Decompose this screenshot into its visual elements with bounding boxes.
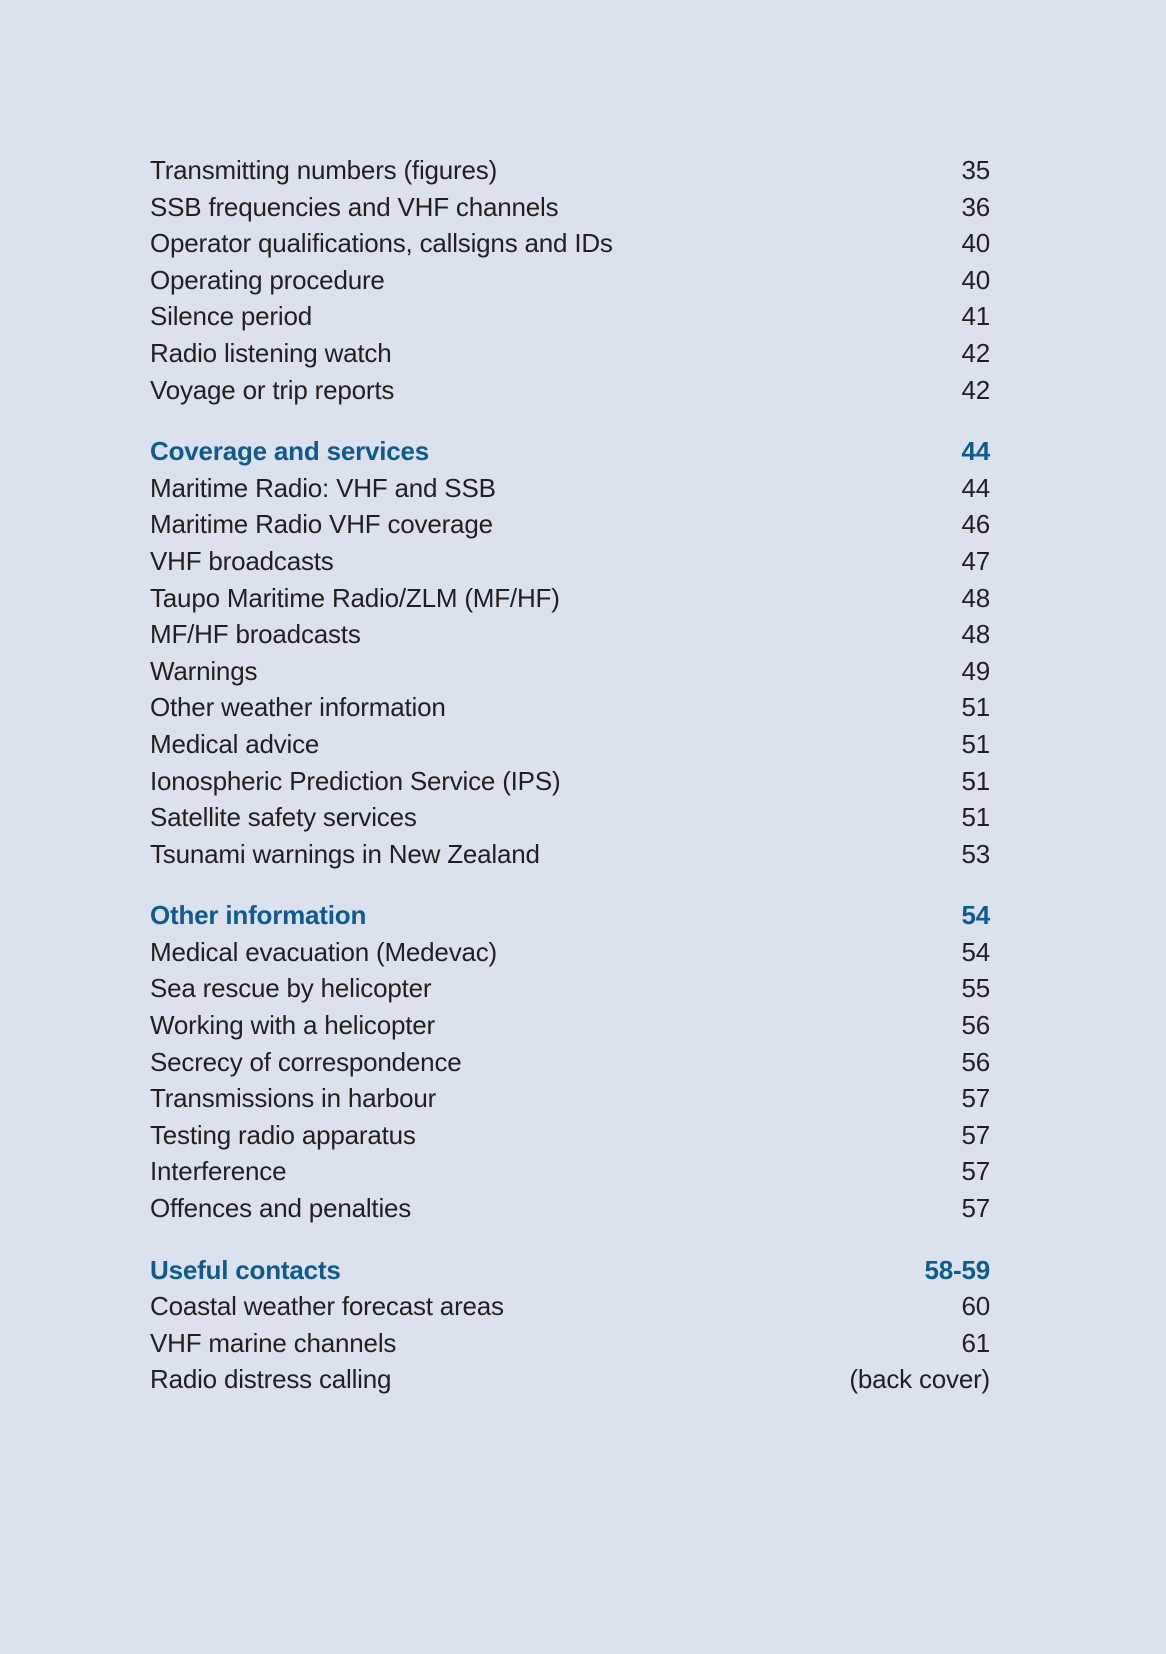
toc-item bbox=[150, 335, 990, 372]
toc-item-page: 51 bbox=[961, 692, 990, 723]
toc-item-label: Satellite safety services bbox=[150, 802, 417, 833]
toc-item-label: Radio listening watch bbox=[150, 337, 392, 368]
toc-item bbox=[150, 470, 990, 507]
toc-item-page: 56 bbox=[961, 1046, 990, 1077]
toc-item bbox=[150, 262, 990, 299]
toc-item-label: Interference bbox=[150, 1156, 287, 1187]
toc-section-page: 58-59 bbox=[924, 1254, 990, 1285]
toc-item bbox=[150, 616, 990, 653]
toc-item-page: 51 bbox=[961, 728, 990, 759]
toc-item-label: Coastal weather forecast areas bbox=[150, 1291, 504, 1322]
toc-item-page: 57 bbox=[961, 1083, 990, 1114]
toc-item bbox=[150, 506, 990, 543]
toc-item bbox=[150, 372, 990, 409]
toc-item bbox=[150, 1325, 990, 1362]
toc-item-page: 40 bbox=[961, 228, 990, 259]
toc-item-label: Maritime Radio: VHF and SSB bbox=[150, 472, 496, 503]
toc-item-label: Sea rescue by helicopter bbox=[150, 973, 432, 1004]
toc-item-page: 56 bbox=[961, 1010, 990, 1041]
toc-item bbox=[150, 189, 990, 226]
toc-item-label: Silence period bbox=[150, 301, 312, 332]
toc-item bbox=[150, 225, 990, 262]
toc-item-label: Working with a helicopter bbox=[150, 1010, 435, 1041]
toc-item-label: Maritime Radio VHF coverage bbox=[150, 509, 493, 540]
toc-item-page: 42 bbox=[961, 374, 990, 405]
toc-item bbox=[150, 1288, 990, 1325]
toc-item bbox=[150, 1190, 990, 1227]
toc-item-label: Transmitting numbers (figures) bbox=[150, 155, 498, 185]
toc-section-header bbox=[150, 1252, 990, 1289]
toc-item-page: (back cover) bbox=[849, 1364, 990, 1395]
toc-item bbox=[150, 836, 990, 873]
toc-item-page: 49 bbox=[961, 655, 990, 686]
toc-item-label: Radio distress calling bbox=[150, 1364, 392, 1395]
toc-item-page: 60 bbox=[961, 1291, 990, 1322]
toc-item bbox=[150, 689, 990, 726]
toc-item bbox=[150, 1080, 990, 1117]
toc-item-page: 48 bbox=[961, 582, 990, 613]
toc-section-page: 54 bbox=[961, 900, 990, 931]
toc-item-label: Transmissions in harbour bbox=[150, 1083, 437, 1114]
toc-section-page: 44 bbox=[961, 436, 990, 467]
toc-item-page: 57 bbox=[961, 1119, 990, 1150]
toc-item bbox=[150, 970, 990, 1007]
toc-item-label: Operating procedure bbox=[150, 264, 385, 295]
toc-item bbox=[150, 799, 990, 836]
toc-item bbox=[150, 1117, 990, 1154]
table-of-contents bbox=[150, 152, 990, 1398]
toc-item-page: 47 bbox=[961, 545, 990, 576]
toc-item-page: 36 bbox=[961, 191, 990, 222]
toc-item-page: 57 bbox=[961, 1156, 990, 1187]
toc-item bbox=[150, 298, 990, 335]
toc-item-label: SSB frequencies and VHF channels bbox=[150, 191, 559, 222]
toc-item-page: 53 bbox=[961, 838, 990, 869]
toc-item-label: Voyage or trip reports bbox=[150, 374, 395, 405]
toc-item-page: 55 bbox=[961, 973, 990, 1004]
toc-item-label: Testing radio apparatus bbox=[150, 1119, 416, 1150]
toc-item bbox=[150, 152, 990, 189]
toc-item-label: Medical evacuation (Medevac) bbox=[150, 936, 498, 967]
toc-item-page: 40 bbox=[961, 264, 990, 295]
toc-item-label: Taupo Maritime Radio/ZLM (MF/HF) bbox=[150, 582, 560, 613]
toc-item-label: Offences and penalties bbox=[150, 1193, 412, 1224]
toc-item-label: VHF marine channels bbox=[150, 1327, 397, 1358]
toc-item bbox=[150, 763, 990, 800]
toc-item-page: 41 bbox=[961, 301, 990, 332]
toc-item-page: 61 bbox=[961, 1327, 990, 1358]
toc-section-title: Other information bbox=[150, 900, 367, 931]
toc-item-label: Ionospheric Prediction Service (IPS) bbox=[150, 765, 561, 796]
toc-section-title: Coverage and services bbox=[150, 436, 430, 467]
toc-item-page: 35 bbox=[961, 155, 990, 185]
toc-item bbox=[150, 726, 990, 763]
toc-item-page: 44 bbox=[961, 472, 990, 503]
toc-item-label: Secrecy of correspondence bbox=[150, 1046, 462, 1077]
toc-item-label: Medical advice bbox=[150, 728, 320, 759]
toc-item-label: Operator qualifications, callsigns and IDs bbox=[150, 228, 613, 259]
toc-section-header bbox=[150, 433, 990, 470]
toc-item-label: VHF broadcasts bbox=[150, 545, 334, 576]
toc-item-label: MF/HF broadcasts bbox=[150, 619, 361, 650]
toc-item-page: 51 bbox=[961, 802, 990, 833]
toc-item bbox=[150, 543, 990, 580]
toc-item-page: 42 bbox=[961, 337, 990, 368]
toc-item-page: 51 bbox=[961, 765, 990, 796]
toc-item bbox=[150, 580, 990, 617]
toc-item bbox=[150, 1361, 990, 1398]
toc-item-label: Other weather information bbox=[150, 692, 446, 723]
toc-section-title: Useful contacts bbox=[150, 1254, 341, 1285]
toc-item-page: 46 bbox=[961, 509, 990, 540]
toc-item-page: 57 bbox=[961, 1193, 990, 1224]
toc-item bbox=[150, 1044, 990, 1081]
toc-item bbox=[150, 1153, 990, 1190]
toc-item-page: 48 bbox=[961, 619, 990, 650]
toc-item-page: 54 bbox=[961, 936, 990, 967]
toc-section-header bbox=[150, 897, 990, 934]
toc-item bbox=[150, 653, 990, 690]
toc-item-label: Warnings bbox=[150, 655, 258, 686]
toc-item bbox=[150, 1007, 990, 1044]
toc-item-label: Tsunami warnings in New Zealand bbox=[150, 838, 540, 869]
toc-item bbox=[150, 934, 990, 971]
